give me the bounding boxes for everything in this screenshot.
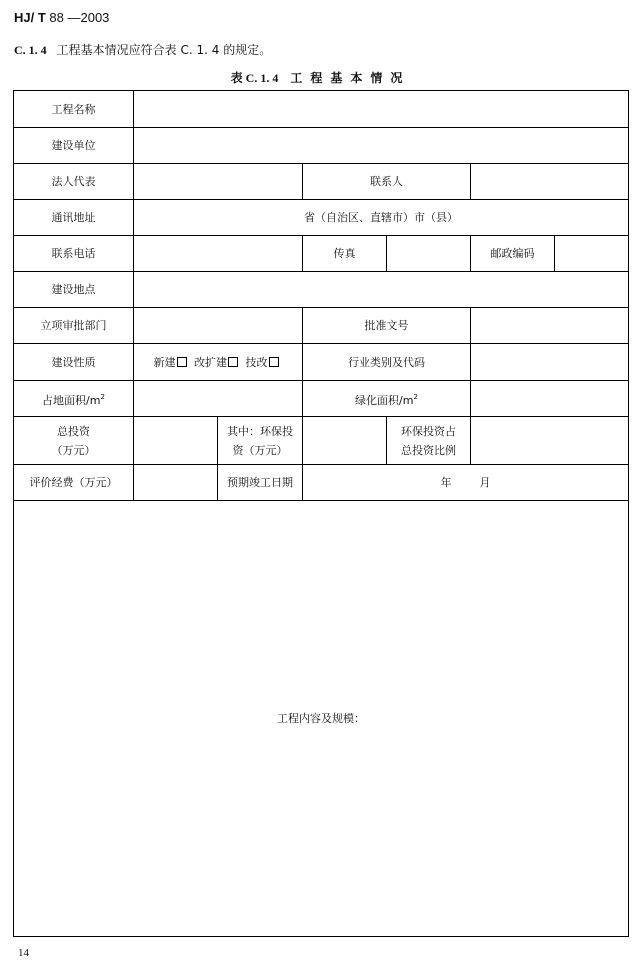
label-area bbox=[14, 381, 134, 417]
label-project-name: 工程名称 bbox=[14, 91, 134, 128]
field-legal-rep[interactable] bbox=[134, 164, 303, 200]
field-contact[interactable] bbox=[471, 164, 629, 200]
label-address: 通讯地址 bbox=[14, 200, 134, 236]
field-project-name[interactable] bbox=[134, 91, 629, 128]
field-green-area[interactable] bbox=[471, 381, 629, 417]
label-approval-doc: 批准文号 bbox=[303, 308, 471, 344]
table-row bbox=[14, 200, 629, 236]
env-invest-line1: 其中：环保投 bbox=[227, 424, 293, 438]
label-legal-rep: 法人代表 bbox=[14, 164, 134, 200]
checkbox-expand[interactable] bbox=[228, 357, 238, 367]
clause-text: 工程基本情况应符合表 C. 1. 4 的规定。 bbox=[56, 43, 272, 57]
field-project-content[interactable] bbox=[14, 501, 629, 937]
standard-code-prefix: HJ/ T bbox=[14, 10, 46, 25]
table-row bbox=[14, 381, 629, 417]
standard-code bbox=[14, 10, 109, 25]
year-label: 年 bbox=[440, 476, 452, 489]
field-area[interactable] bbox=[134, 381, 303, 417]
field-investment[interactable] bbox=[134, 417, 218, 465]
page-number: 14 bbox=[18, 947, 29, 959]
label-approval-dept: 立项审批部门 bbox=[14, 308, 134, 344]
table-row bbox=[14, 91, 629, 128]
option-expand-label: 改扩建 bbox=[194, 355, 227, 369]
invest-line2: （万元） bbox=[51, 443, 96, 457]
env-invest-line2: 资（万元） bbox=[232, 443, 288, 457]
field-address[interactable]: 省（自治区、直辖市）市（县） bbox=[134, 200, 629, 236]
clause-line bbox=[14, 41, 271, 58]
green-label-text: 绿化面积/m bbox=[355, 393, 414, 407]
field-env-ratio[interactable] bbox=[471, 417, 629, 465]
label-phone: 联系电话 bbox=[14, 236, 134, 272]
field-fax[interactable] bbox=[387, 236, 471, 272]
area-label-sup: 2 bbox=[100, 392, 105, 401]
field-approval-doc[interactable] bbox=[471, 308, 629, 344]
table-row bbox=[14, 164, 629, 200]
label-investment bbox=[14, 417, 134, 465]
label-project-content: 工程内容及规模： bbox=[277, 712, 366, 725]
field-env-investment[interactable] bbox=[303, 417, 387, 465]
field-completion[interactable] bbox=[303, 465, 629, 501]
checkbox-tech[interactable] bbox=[269, 357, 279, 367]
table-row bbox=[14, 128, 629, 164]
checkbox-new[interactable] bbox=[177, 357, 187, 367]
table-row bbox=[14, 236, 629, 272]
label-env-investment bbox=[218, 417, 303, 465]
ratio-line1: 环保投资占 bbox=[401, 424, 456, 438]
field-postcode[interactable] bbox=[555, 236, 629, 272]
label-location: 建设地点 bbox=[14, 272, 134, 308]
option-tech-label: 技改 bbox=[245, 355, 268, 369]
table-row bbox=[14, 501, 629, 937]
field-phone[interactable] bbox=[134, 236, 303, 272]
label-eval-fee: 评价经费（万元） bbox=[14, 465, 134, 501]
table-row bbox=[14, 344, 629, 381]
label-green-area bbox=[303, 381, 471, 417]
field-eval-fee[interactable] bbox=[134, 465, 218, 501]
label-builder: 建设单位 bbox=[14, 128, 134, 164]
field-location[interactable] bbox=[134, 272, 629, 308]
table-row bbox=[14, 417, 629, 465]
table-row bbox=[14, 272, 629, 308]
area-label-text: 占地面积/m bbox=[42, 393, 101, 407]
label-fax: 传真 bbox=[303, 236, 387, 272]
ratio-line2: 总投资比例 bbox=[401, 443, 456, 457]
field-nature bbox=[134, 344, 303, 381]
table-number: 表 C. 1. 4 bbox=[230, 71, 279, 85]
table-caption bbox=[0, 69, 641, 86]
label-completion: 预期竣工日期 bbox=[218, 465, 303, 501]
label-industry: 行业类别及代码 bbox=[303, 344, 471, 381]
project-info-table bbox=[13, 90, 629, 937]
field-approval-dept[interactable] bbox=[134, 308, 303, 344]
table-row bbox=[14, 308, 629, 344]
field-industry[interactable] bbox=[471, 344, 629, 381]
field-builder[interactable] bbox=[134, 128, 629, 164]
label-contact: 联系人 bbox=[303, 164, 471, 200]
label-postcode: 邮政编码 bbox=[471, 236, 555, 272]
month-label: 月 bbox=[479, 476, 491, 489]
green-label-sup: 2 bbox=[413, 392, 418, 401]
option-new-label: 新建 bbox=[153, 355, 176, 369]
table-row bbox=[14, 465, 629, 501]
invest-line1: 总投资 bbox=[57, 424, 90, 438]
label-nature: 建设性质 bbox=[14, 344, 134, 381]
label-env-ratio bbox=[387, 417, 471, 465]
table-title: 工程基本情况 bbox=[290, 71, 411, 85]
standard-code-number: 88 —2003 bbox=[45, 10, 110, 25]
clause-number: C. 1. 4 bbox=[14, 43, 47, 57]
